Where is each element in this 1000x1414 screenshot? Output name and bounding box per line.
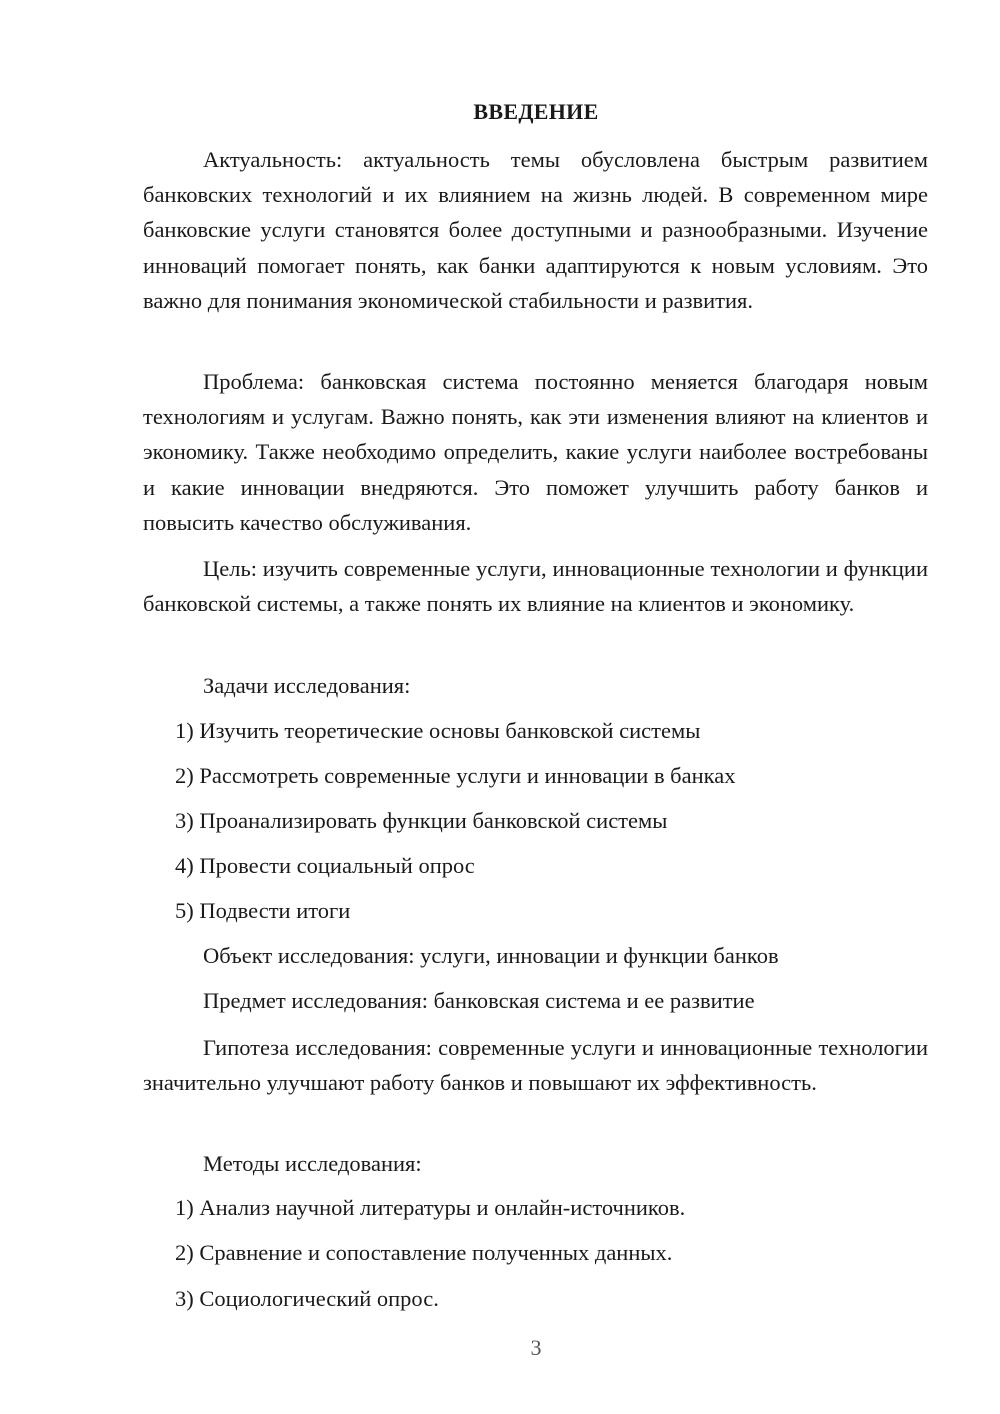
problem-paragraph: Проблема: банковская система постоянно меняется благодаря новым технологиям и услугам. Важно понять, как эти изменения влияют на клиентов и экономику. Также необходимо определить, какие услуги наиболее востребованы и какие инновации внедряются. Это поможет улучшить работу банков и повысить качество обслуживания. xyxy=(143,369,928,535)
goal-paragraph: Цель: изучить современные услуги, инновационные технологии и функции банковской системы, а также понять их влияние на клиентов и экономику. xyxy=(143,556,928,617)
research-subject: Предмет исследования: банковская система и ее развитие xyxy=(203,988,755,1013)
method-item-3: 3) Социологический опрос. xyxy=(175,1286,439,1311)
page-title: ВВЕДЕНИЕ xyxy=(473,99,599,124)
methods-heading: Методы исследования: xyxy=(203,1151,422,1176)
task-item-5: 5) Подвести итоги xyxy=(175,898,351,923)
task-item-3: 3) Проанализировать функции банковской системы xyxy=(175,808,668,833)
relevance-paragraph: Актуальность: актуальность темы обусловлена быстрым развитием банковских технологий и их влиянием на жизнь людей. В современном мире банковские услуги становятся более доступными и разнообразными. Изучение инноваций помогает понять, как банки адаптируются к новым условиям. Это важно для понимания экономической стабильности и развития. xyxy=(143,147,928,313)
page-number: 3 xyxy=(530,1335,542,1360)
method-item-2: 2) Сравнение и сопоставление полученных данных. xyxy=(175,1240,673,1265)
tasks-heading: Задачи исследования: xyxy=(203,673,411,698)
task-item-4: 4) Провести социальный опрос xyxy=(175,853,475,878)
method-item-1: 1) Анализ научной литературы и онлайн-источников. xyxy=(175,1195,686,1220)
task-item-2: 2) Рассмотреть современные услуги и инновации в банках xyxy=(175,763,736,788)
hypothesis-paragraph: Гипотеза исследования: современные услуги и инновационные технологии значительно улучшают работу банков и повышают их эффективность. xyxy=(143,1035,928,1096)
task-item-1: 1) Изучить теоретические основы банковской системы xyxy=(175,718,701,743)
research-object: Объект исследования: услуги, инновации и функции банков xyxy=(203,943,779,968)
